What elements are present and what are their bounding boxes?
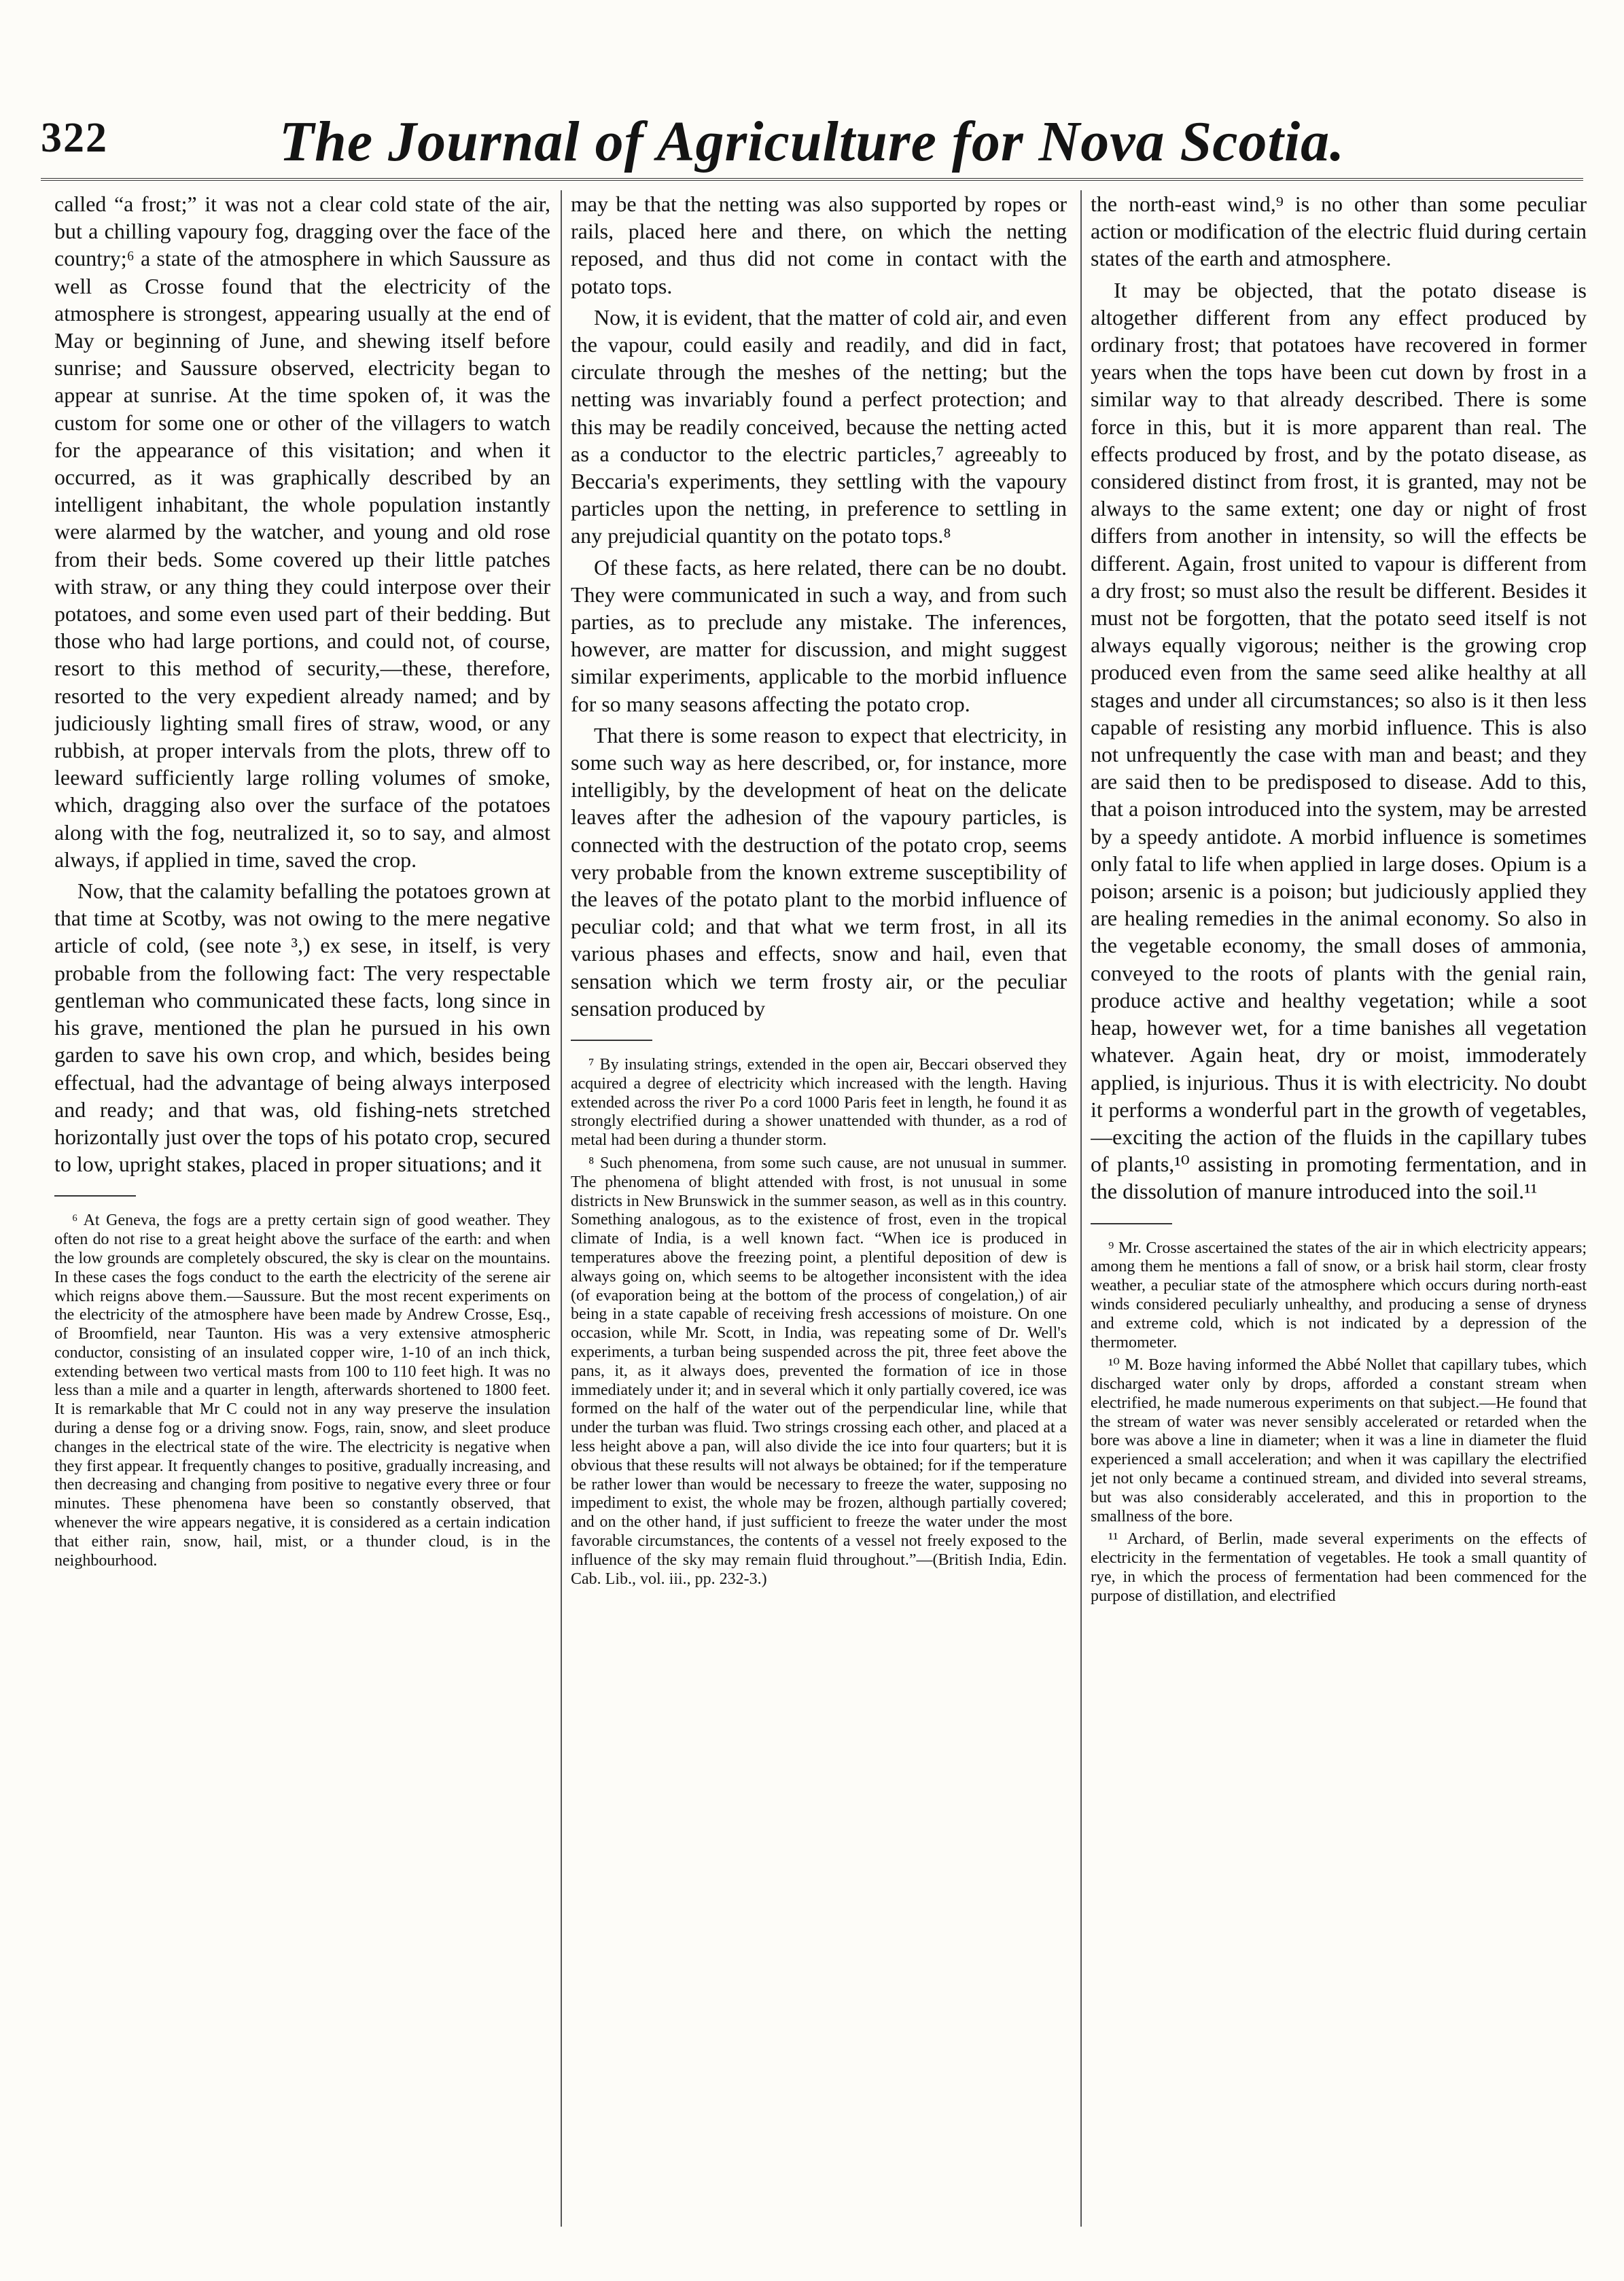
paragraph: the north-east wind,⁹ is no other than some peculiar action or modification of the electric fluid during certain states of the earth and atmosphere. [1091, 192, 1587, 271]
column-2-footnotes [571, 1056, 1067, 1589]
column-2 [571, 190, 1067, 2240]
footnote-rule [54, 1195, 136, 1197]
footnote: ¹⁰ M. Boze having informed the Abbé Nollet that capillary tubes, which discharged water only by drops, afforded a constant stream when electrified, he made numerous experiments on that subject.—He found that the stream of water was never sensibly accelerated or retarded when the bore was above a line in diameter; when it was a line in diameter the fluid experienced a small acceleration; and when it was capillary the electrified jet not only became a continued stream, and divided into several streams, but was also considerably accelerated, and this in proportion to the smallness of the bore. [1091, 1356, 1587, 1525]
column-1 [54, 190, 550, 2240]
paragraph: Of these facts, as here related, there can be no doubt. They were communicated in such a way, and from such parties, as to preclude any mistake. The inferences, however, are matter for discussion, and might suggest similar experiments, applicable to the morbid influence for so many seasons affecting the potato crop. [571, 554, 1067, 716]
footnote: ⁹ Mr. Crosse ascertained the states of the air in which electricity appears; among them he mentions a fall of snow, or a brisk hail storm, clear frosty weather, a peculiar state of the atmosphere which occurs during north-east winds considered peculiarly unhealthy, and producing a sense of dryness and extreme cold, which is not indicated by a depression of the thermometer. [1091, 1239, 1587, 1351]
column-divider [1080, 190, 1082, 2227]
footnote: ⁶ At Geneva, the fogs are a pretty certain sign of good weather. They often do not rise to a great height above the surface of the earth: and when the low grounds are completely obscured, the sky is clear on the mountains. In these cases the fogs conduct to the earth the electricity of the serene air which reigns above them.—Saussure. But the most recent experiments on the electricity of the atmosphere have been made by Andrew Crosse, Esq., of Broomfield, near Taunton. His was a very extensive atmospheric conductor, consisting of an insulated copper wire, 1-10 of an inch thick, extending between two vertical masts from 100 to 110 feet high. It was no less than a mile and a quarter in length, afterwards shortened to 1800 feet. It is remarkable that Mr C could not in any way preserve the insulation during a dense fog or a driving snow. Fogs, rain, snow, and sleet produce changes in the electrical state of the wire. The electricity is negative when they first appear. It frequently changes to positive, gradually increasing, and then decreasing and changing from positive to negative every three or four minutes. These phenomena have been so constantly observed, that whenever the wire appears negative, it is considered as a certain indication that either rain, snow, hail, mist, or a thunder cloud, is in the neighbourhood. [54, 1212, 550, 1570]
header-rule [41, 178, 1583, 181]
footnote-rule [571, 1040, 652, 1041]
paragraph: It may be objected, that the potato disease is altogether different from any effect produced by ordinary frost; that potatoes have recovered in former years when the tops have been cut down by frost in a similar way to that already described. There is some force in this, but it is more apparent than real. The effects produced by frost, and by the potato disease, as considered distinct from frost, it is granted, may not be always to the same extent; one day or night of frost differs from another in intensity, so will the effects be different. Again, frost united to vapour is different from a dry frost; so must also the result be different. Besides it must not be forgotten, that the potato seed itself is not always equally vigorous; neither is the growing crop produced even from the same seed alike healthy at all stages and under all circumstances; so also is it then less capable of resisting any morbid influence. This is also not unfrequently the case with man and beast; and they are said then to be predisposed to disease. Add to this, that a poison introduced into the system, may be arrested by a speedy antidote. A morbid influence is sometimes only fatal to life when applied in large doses. Opium is a poison; arsenic is a poison; but judiciously applied they are healing remedies in the animal economy. So also in the vegetable economy, the small doses of ammonia, conveyed to the roots of plants with the genial rain, produce active and healthy vegetation; while a soot heap, however wet, for a time banishes all vegetation whatever. Again heat, dry or moist, immoderately applied, is injurious. Thus it is with electricity. No doubt it performs a wonderful part in the growth of vegetables,—exciting the action of the fluids in the capillary tubes of plants,¹⁰ assisting in promoting fermentation, and in the dissolution of manure introduced into the soil.¹¹ [1091, 277, 1587, 1204]
paragraph: may be that the netting was also supported by ropes or rails, placed here and there, on which the netting reposed, and thus did not come in contact with the potato tops. [571, 192, 1067, 298]
footnote: ⁷ By insulating strings, extended in the open air, Beccari observed they acquired a degree of electricity which increased with the length. Having extended across the river Po a cord 1000 Paris feet in length, he found it as strongly electrified during a shower unattended with thunder, as a rod of metal had been during a thunder storm. [571, 1056, 1067, 1150]
column-1-footnotes [54, 1212, 550, 1570]
journal-title: The Journal of Agriculture for Nova Scotia. [279, 110, 1345, 173]
footnote-rule [1091, 1223, 1172, 1224]
footnote: ⁸ Such phenomena, from some such cause, are not unusual in summer. The phenomena of blight attended with frost, is not unusual in some districts in New Brunswick in the summer season, as well as in this country. Something analogous, as to the existence of frost, even in the tropical climate of India, is a well known fact. “When ice is produced in temperatures above the freezing point, a plentiful deposition of dew is always going on, which seems to be altogether inconsistent with the idea (of evaporation being at the bottom of the process of congelation,) of air being in a state capable of receiving fresh accessions of moisture. On one occasion, while Mr. Scott, in India, was repeating some of Dr. Well's experiments, a turban being suspended across the pit, three feet above the pans, it, as it always does, prevented the formation of ice in those immediately under it; and in several which it only partially covered, ice was formed on the half of the water out of the perpendicular line, while that under the turban was fluid. Two strings crossing each other, and placed at a less height above a pan, will also divide the ice into four quarters; but it is obvious that these results will not always be obtained; for if the temperature be rather lower than would be necessary to freeze the water, supposing no impediment to exist, the whole may be frozen, although partially covered; and on the other hand, if just sufficient to freeze the water under the most favorable circumstances, the contents of a vessel not freely exposed to the influence of the sky may remain fluid throughout.”—(British India, Edin. Cab. Lib., vol. iii., pp. 232-3.) [571, 1154, 1067, 1588]
paragraph: Now, that the calamity befalling the potatoes grown at that time at Scotby, was not owing to the mere negative article of cold, (see note ³,) ex sese, in itself, is very probable from the following fact: The very respectable gentleman who communicated these facts, long since in his grave, mentioned the plan he pursued in his own garden to save his own crop, and which, besides being effectual, had the advantage of being always interposed and ready; and that was, old fishing-nets stretched horizontally just over the tops of his potato crop, secured to low, upright stakes, placed in proper situations; and it [54, 879, 550, 1177]
paragraph: That there is some reason to expect that electricity, in some such way as here described, or, for instance, more intelligibly, by the development of heat on the delicate leaves after the adhesion of the vapoury particles, is connected with the destruction of the potato crop, seems very probable from the known extreme susceptibility of the leaves of the potato plant to the morbid influence of peculiar cold; and that what we term frost, in all its various phases and effects, snow and hail, even that sensation which we term frosty air, or the peculiar sensation produced by [571, 722, 1067, 1021]
paragraph: Now, it is evident, that the matter of cold air, and even the vapour, could easily and readily, and did in fact, circulate through the meshes of the netting; but the netting was invariably found a perfect protection; and this may be readily conceived, because the netting acted as a conductor to the electric particles,⁷ agreeably to Beccaria's experiments, they settling with the vapoury particles upon the netting, in preference to settling in any prejudicial quantity on the potato tops.⁸ [571, 304, 1067, 548]
page-header [41, 95, 1583, 177]
column-3-body [1091, 190, 1587, 1205]
page-number: 322 [41, 115, 108, 161]
column-1-body [54, 190, 550, 1178]
footnote: ¹¹ Archard, of Berlin, made several experiments on the effects of electricity in the fermentation of vegetables. He took a small quantity of rye, in which the process of fermentation had been commenced for the purpose of distillation, and electrified [1091, 1530, 1587, 1605]
column-divider [561, 190, 562, 2227]
column-3 [1091, 190, 1587, 2240]
paragraph: called “a frost;” it was not a clear cold state of the air, but a chilling vapoury fog, dragging over the face of the country;⁶ a state of the atmosphere in which Saussure as well as Crosse found that the electricity of the atmosphere is strongest, appearing usually at the end of May or beginning of June, and shewing itself before sunrise; and Saussure observed, electricity began to appear at sunrise. At the time spoken of, it was the custom for some one or other of the villagers to watch for the appearance of this visitation; and when it occurred, as it was graphically described by an intelligent inhabitant, the whole population instantly were alarmed by the watcher, and young and old rose from their beds. Some covered up their little patches with straw, or any thing they could interpose over their potatoes, and some even used part of their bedding. But those who had large portions, and could not, of course, resort to this method of security,—these, therefore, resorted to the very expedient already named; and by judiciously lighting small fires of straw, wood, or any rubbish, at proper intervals from the plots, threw off to leeward sufficiently large rolling volumes of smoke, which, dragging also over the surface of the potatoes along with the fog, neutralized it, so to say, and almost always, if applied in time, saved the crop. [54, 192, 550, 872]
column-3-footnotes [1091, 1239, 1587, 1606]
column-2-body [571, 190, 1067, 1022]
